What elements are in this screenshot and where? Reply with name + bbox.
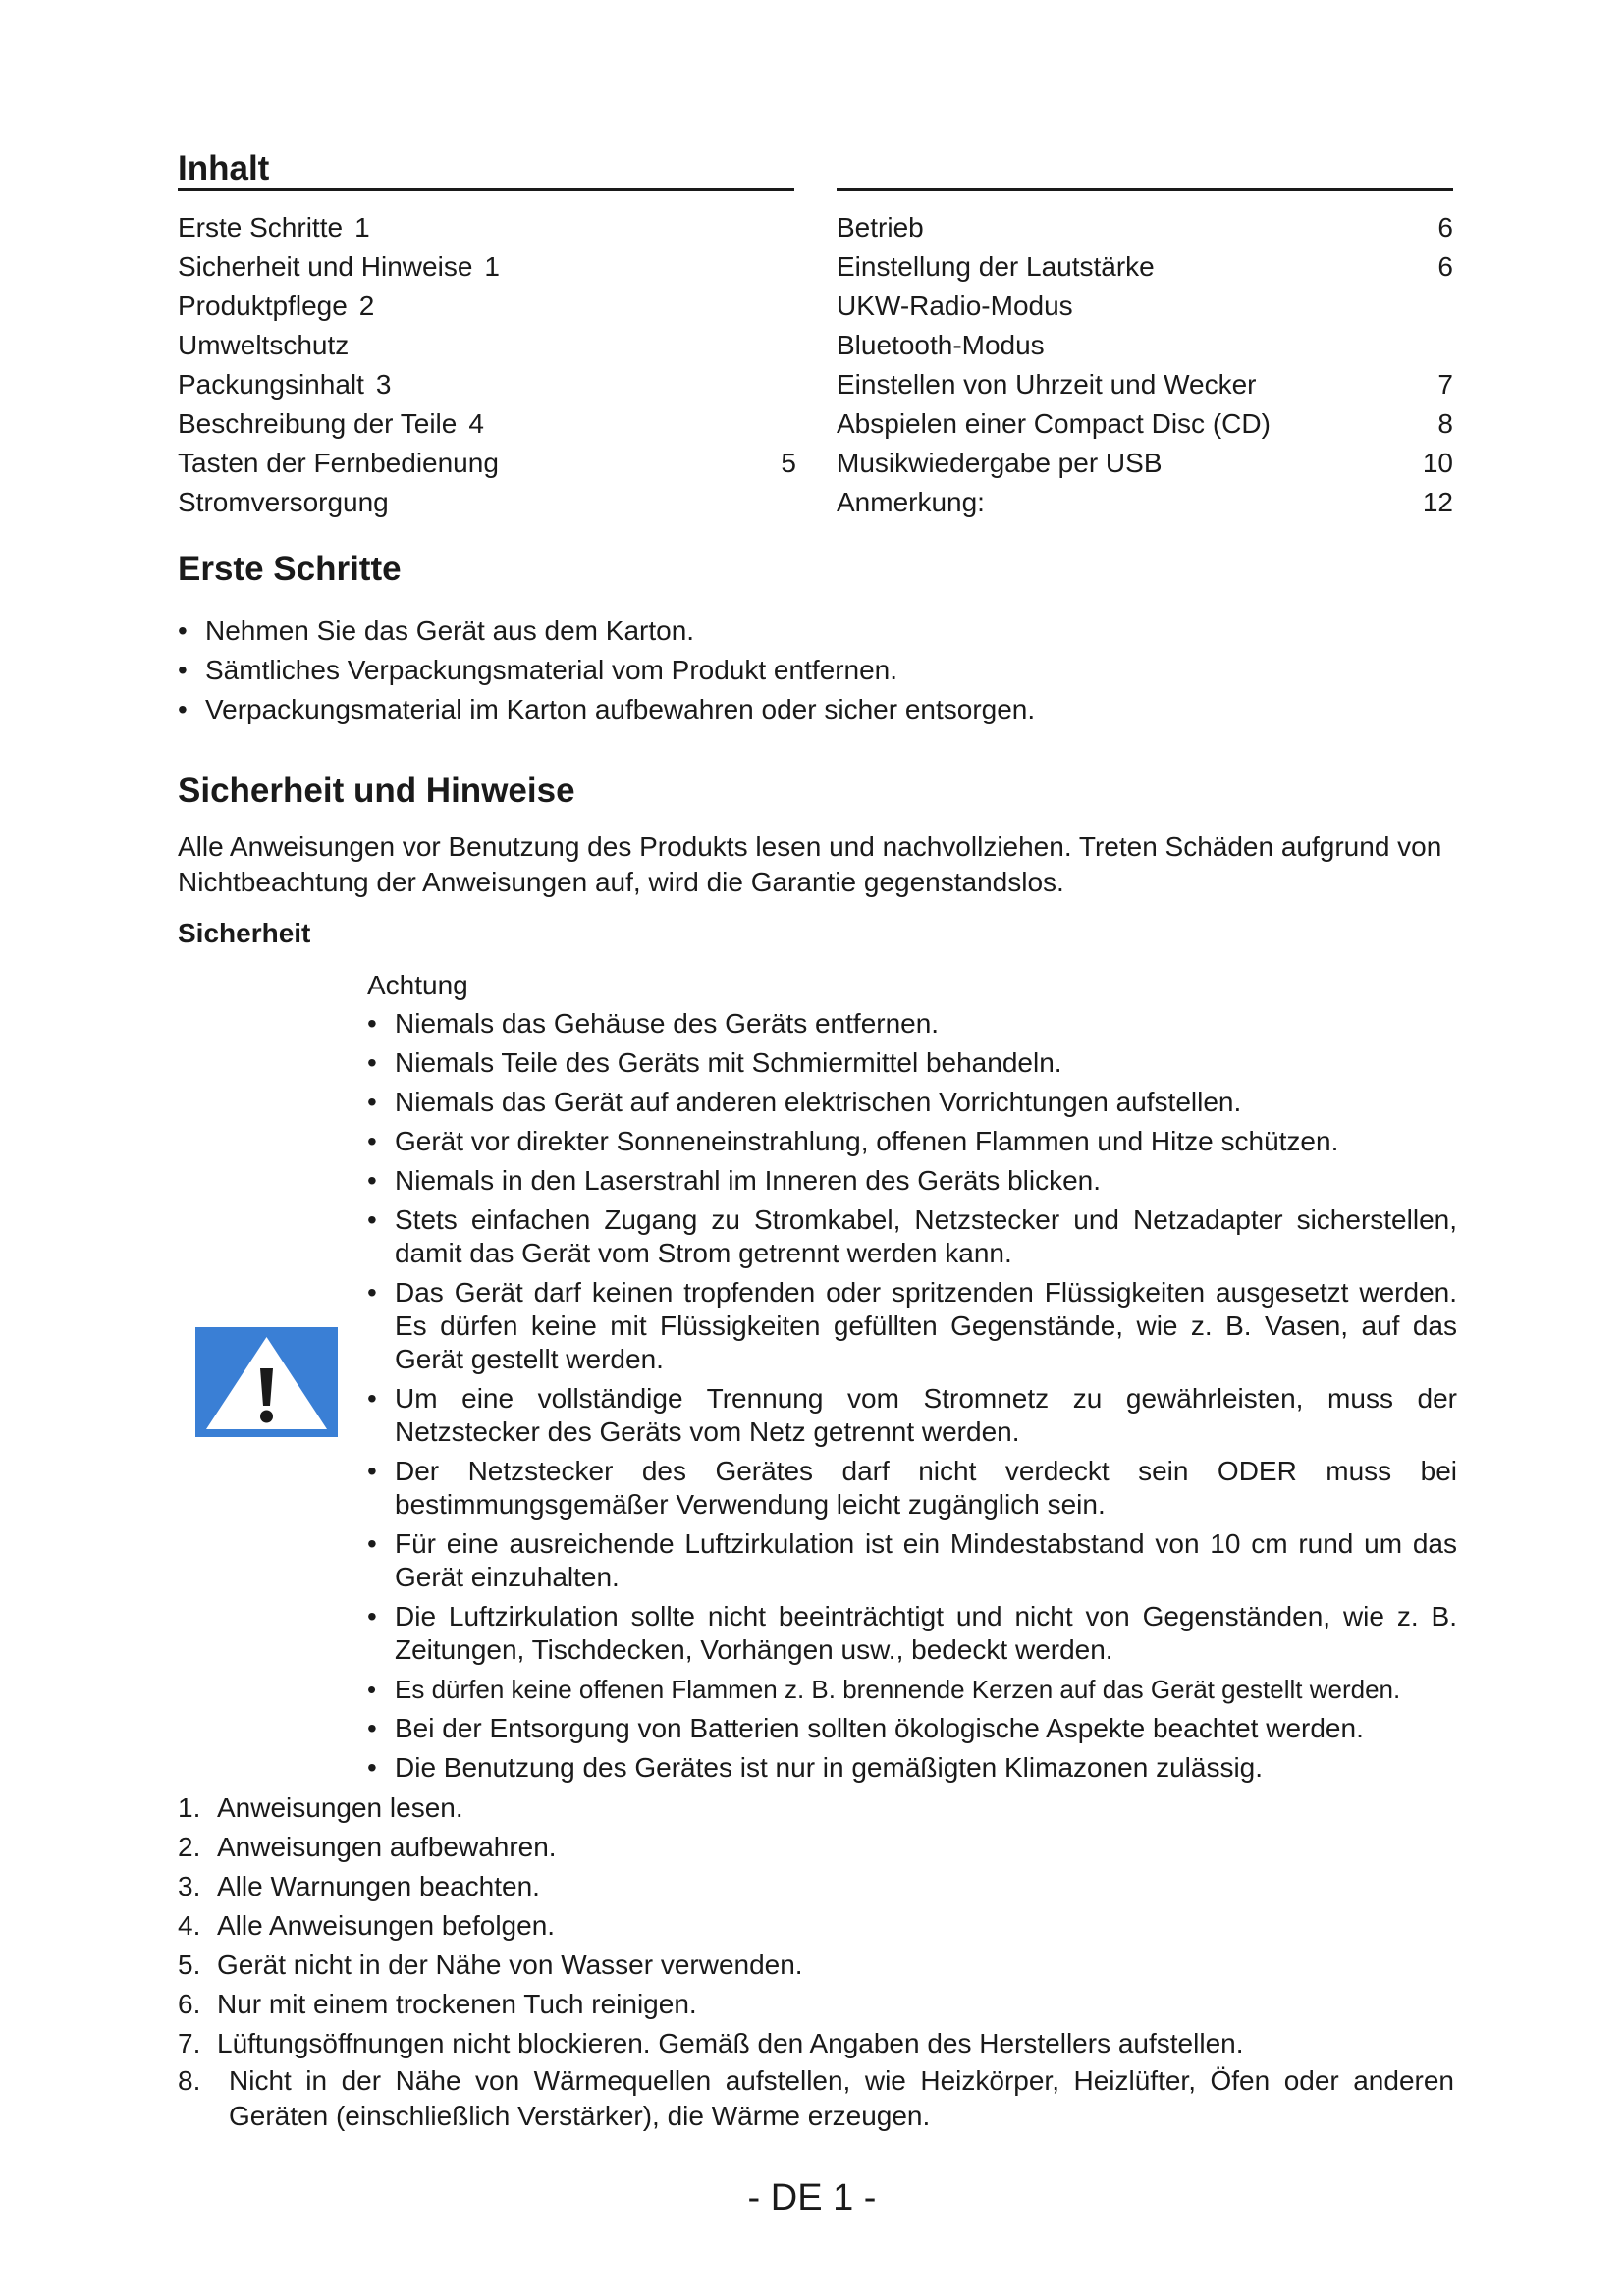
list-item: 1. Anweisungen lesen. (178, 1792, 463, 1823)
toc-entry[interactable]: Sicherheit und Hinweise 1 (178, 251, 500, 282)
list-item: 4. Alle Anweisungen befolgen. (178, 1910, 556, 1941)
list-item: • Sämtliches Verpackungsmaterial vom Produkt entfernen. (178, 651, 1454, 690)
toc-entry[interactable]: Abspielen einer Compact Disc (CD) 8 (837, 408, 1453, 439)
toc-title: Inhalt (178, 149, 270, 187)
page-number: - DE 1 - (747, 2177, 877, 2218)
warning-list (367, 1007, 1457, 1790)
list-item: • Die Benutzung des Gerätes ist nur in gemäßigten Klimazonen zulässig. (367, 1751, 1457, 1785)
list-item: 5. Gerät nicht in der Nähe von Wasser verwenden. (178, 1949, 803, 1980)
list-item: • Niemals in den Laserstrahl im Inneren des Geräts blicken. (367, 1164, 1457, 1198)
list-item: 2. Anweisungen aufbewahren. (178, 1832, 557, 1862)
toc-entry[interactable]: Betrieb 6 (837, 212, 1453, 242)
list-item: 7. Lüftungsöffnungen nicht blockieren. Gemäß den Angaben des Herstellers aufstellen. (178, 2028, 1244, 2058)
list-item: • Stets einfachen Zugang zu Stromkabel, Netzstecker und Netzadapter sicherstellen, damit das Gerät vom Strom getrennt werden kann. (367, 1203, 1457, 1270)
list-item: 3. Alle Warnungen beachten. (178, 1871, 540, 1901)
toc-left-column (178, 208, 796, 522)
toc-entry[interactable]: Einstellen von Uhrzeit und Wecker 7 (837, 369, 1453, 400)
list-item: • Niemals das Gehäuse des Geräts entfernen. (367, 1007, 1457, 1041)
list-item: • Bei der Entsorgung von Batterien sollten ökologische Aspekte beachtet werden. (367, 1712, 1457, 1745)
toc-rule-right (837, 188, 1453, 191)
toc-entry[interactable]: Bluetooth-Modus (837, 330, 1045, 360)
list-item: 8. Nicht in der Nähe von Wärmequellen aufstellen, wie Heizkörper, Heizlüfter, Öfen oder anderen Geräten (einschließlich Verstärker), die Wärme erzeugen. (178, 2065, 1454, 2131)
list-item: • Um eine vollständige Trennung vom Stromnetz zu gewährleisten, muss der Netzstecker des Geräts vom Netz getrennt werden. (367, 1382, 1457, 1449)
list-item: • Niemals das Gerät auf anderen elektrischen Vorrichtungen aufstellen. (367, 1086, 1457, 1119)
list-item: • Gerät vor direkter Sonneneinstrahlung, offenen Flammen und Hitze schützen. (367, 1125, 1457, 1158)
toc-entry[interactable]: Erste Schritte 1 (178, 212, 370, 242)
toc-entry[interactable]: Einstellung der Lautstärke 6 (837, 251, 1453, 282)
toc-right-column (837, 208, 1453, 522)
list-item: • Niemals Teile des Geräts mit Schmiermittel behandeln. (367, 1046, 1457, 1080)
numbered-instructions (178, 1789, 1454, 2134)
section-heading-erste-schritte: Erste Schritte (178, 550, 402, 588)
subheading-sicherheit: Sicherheit (178, 918, 311, 948)
achtung-label: Achtung (367, 970, 468, 1000)
list-item: • Nehmen Sie das Gerät aus dem Karton. (178, 612, 1454, 651)
section-heading-sicherheit: Sicherheit und Hinweise (178, 772, 575, 810)
list-item: • Für eine ausreichende Luftzirkulation ist ein Mindestabstand von 10 cm rund um das Gerät einzuhalten. (367, 1527, 1457, 1594)
toc-entry[interactable]: Anmerkung: 12 (837, 487, 1453, 517)
list-item: 6. Nur mit einem trockenen Tuch reinigen. (178, 1989, 697, 2019)
toc-entry[interactable]: Packungsinhalt 3 (178, 369, 392, 400)
toc-entry[interactable]: Musikwiedergabe per USB 10 (837, 448, 1453, 478)
erste-schritte-list (178, 612, 1454, 729)
list-item: • Das Gerät darf keinen tropfenden oder spritzenden Flüssigkeiten ausgesetzt werden. Es dürfen keine mit Flüssigkeiten gefüllten Gegenstände, wie z. B. Vasen, auf das Gerät gestellt werden. (367, 1276, 1457, 1376)
list-item: • Es dürfen keine offenen Flammen z. B. brennende Kerzen auf das Gerät gestellt werden. (367, 1673, 1457, 1706)
list-item: • Verpackungsmaterial im Karton aufbewahren oder sicher entsorgen. (178, 690, 1454, 729)
toc-entry[interactable]: UKW-Radio-Modus (837, 291, 1073, 321)
toc-rule-left (178, 188, 794, 191)
toc-entry[interactable]: Beschreibung der Teile 4 (178, 408, 484, 439)
sicherheit-intro: Alle Anweisungen vor Benutzung des Produkts lesen und nachvollziehen. Treten Schäden aufgrund von Nichtbeachtung der Anweisungen auf, wird die Garantie gegenstandslos. (178, 831, 1442, 897)
warning-triangle-icon (195, 1327, 338, 1437)
list-item: • Der Netzstecker des Gerätes darf nicht verdeckt sein ODER muss bei bestimmungsgemäßer Verwendung leicht zugänglich sein. (367, 1455, 1457, 1522)
toc-entry[interactable]: Produktpflege 2 (178, 291, 375, 321)
toc-entry[interactable]: Tasten der Fernbedienung 5 (178, 448, 796, 478)
list-item: • Die Luftzirkulation sollte nicht beeinträchtigt und nicht von Gegenständen, wie z. B. Zeitungen, Tischdecken, Vorhängen usw., bedeckt werden. (367, 1600, 1457, 1667)
toc-entry[interactable]: Umweltschutz (178, 330, 350, 360)
toc-entry[interactable]: Stromversorgung (178, 487, 389, 517)
